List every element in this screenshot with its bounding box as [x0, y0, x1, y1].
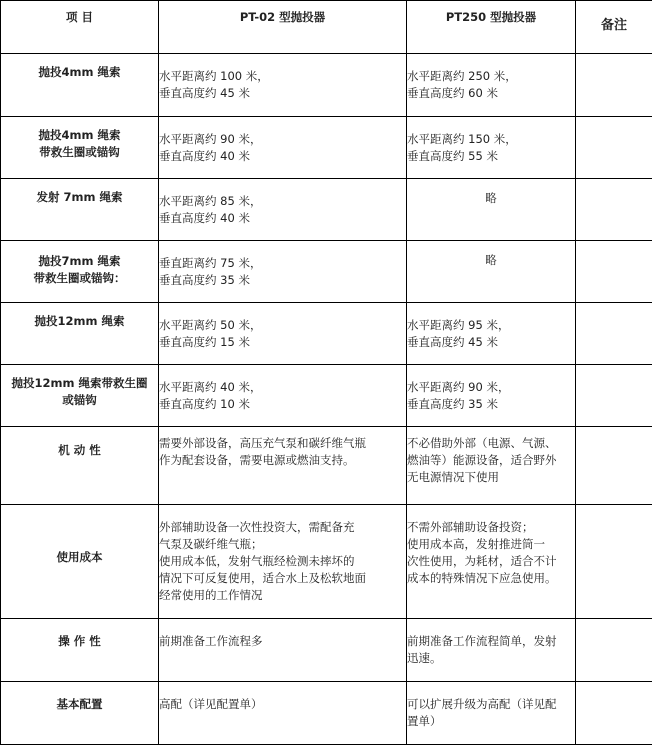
row-item: 抛投4mm 绳索 带救生圈或锚钩 — [1, 117, 159, 179]
table-row — [1, 241, 652, 303]
row-pt250-value: 不必借助外部（电源、气源、 燃油等）能源设备，适合野外 无电源情况下使用 — [407, 427, 576, 505]
row-pt02-value: 高配（详见配置单） — [159, 682, 407, 745]
row-note — [576, 241, 652, 303]
row-item: 基本配置 — [1, 682, 159, 745]
row-note — [576, 619, 652, 682]
row-item: 使用成本 — [1, 505, 159, 619]
table-row — [1, 365, 652, 427]
row-note — [576, 682, 652, 745]
row-note — [576, 365, 652, 427]
row-item: 机 动 性 — [1, 427, 159, 505]
header-note: 备注 — [576, 1, 652, 54]
table-row — [1, 179, 652, 241]
row-note — [576, 54, 652, 117]
header-pt250: PT250 型抛投器 — [407, 1, 576, 54]
header-pt02: PT-02 型抛投器 — [159, 1, 407, 54]
row-item: 抛投4mm 绳索 — [1, 54, 159, 117]
row-pt250-value: 可以扩展升级为高配（详见配 置单） — [407, 682, 576, 745]
row-pt250-value: 略 — [407, 241, 576, 303]
row-pt250-value: 略 — [407, 179, 576, 241]
row-pt250-value: 不需外部辅助设备投资； 使用成本高，发射推进筒一 次性使用，为耗材，适合不计 成本的特殊情况下应急使用。 — [407, 505, 576, 619]
table-row — [1, 682, 652, 745]
row-pt250-value: 水平距离约 150 米， 垂直高度约 55 米 — [407, 117, 576, 179]
row-pt02-value: 水平距离约 50 米， 垂直高度约 15 米 — [159, 303, 407, 365]
header-row — [1, 1, 652, 54]
row-pt02-value: 水平距离约 85 米， 垂直高度约 40 米 — [159, 179, 407, 241]
row-item: 发射 7mm 绳索 — [1, 179, 159, 241]
row-pt250-value: 前期准备工作流程简单，发射 迅速。 — [407, 619, 576, 682]
row-pt02-value: 水平距离约 40 米， 垂直高度约 10 米 — [159, 365, 407, 427]
row-pt02-value: 需要外部设备，高压充气泵和碳纤维气瓶 作为配套设备，需要电源或燃油支持。 — [159, 427, 407, 505]
table-row — [1, 117, 652, 179]
table-row — [1, 619, 652, 682]
row-note — [576, 117, 652, 179]
table-row — [1, 505, 652, 619]
row-pt02-value: 外部辅助设备一次性投资大，需配备充 气泵及碳纤维气瓶； 使用成本低，发射气瓶经检测未摔坏的 情况下可反复使用，适合水上及松软地面 经常使用的工作情况 — [159, 505, 407, 619]
row-pt02-value: 水平距离约 100 米， 垂直高度约 45 米 — [159, 54, 407, 117]
row-pt250-value: 水平距离约 90 米， 垂直高度约 35 米 — [407, 365, 576, 427]
row-pt02-value: 前期准备工作流程多 — [159, 619, 407, 682]
table-row — [1, 427, 652, 505]
row-pt02-value: 水平距离约 90 米， 垂直高度约 40 米 — [159, 117, 407, 179]
row-item: 操 作 性 — [1, 619, 159, 682]
row-note — [576, 505, 652, 619]
row-item: 抛投12mm 绳索 — [1, 303, 159, 365]
table-row — [1, 303, 652, 365]
row-item: 抛投7mm 绳索 带救生圈或锚钩： — [1, 241, 159, 303]
row-note — [576, 303, 652, 365]
row-note — [576, 179, 652, 241]
row-item: 抛投12mm 绳索带救生圈 或锚钩 — [1, 365, 159, 427]
row-note — [576, 427, 652, 505]
row-pt250-value: 水平距离约 250 米， 垂直高度约 60 米 — [407, 54, 576, 117]
row-pt250-value: 水平距离约 95 米， 垂直高度约 45 米 — [407, 303, 576, 365]
row-pt02-value: 垂直距离约 75 米， 垂直高度约 35 米 — [159, 241, 407, 303]
table-row — [1, 54, 652, 117]
header-item: 项 目 — [1, 1, 159, 54]
